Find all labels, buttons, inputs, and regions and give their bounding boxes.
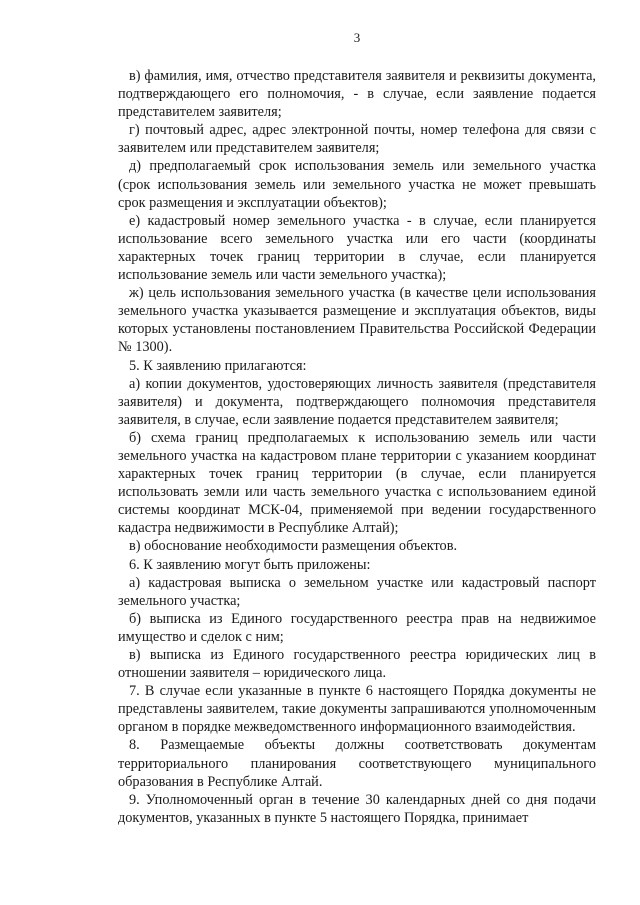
paragraph-5b: б) схема границ предполагаемых к использованию земель или части земельного участка на кадастровом плане территории с указанием координат характерных точек границ территории (в случае, если планируется использовать земли или часть земельного участка с использованием единой системы координат МСК-04, применяемой при ведении государственного кадастра недвижимости в Республике Алтай); xyxy=(118,429,596,537)
paragraph-3v: в) фамилия, имя, отчество представителя заявителя и реквизиты документа, подтверждающего его полномочия, - в случае, если заявление подается представителем заявителя; xyxy=(118,68,596,121)
section-5-heading: 5. К заявлению прилагаются: xyxy=(129,357,307,374)
section-9: 9. Уполномоченный орган в течение 30 календарных дней со дня подачи документов, указанных в пункте 5 настоящего Порядка, принимает xyxy=(118,791,596,826)
paragraph-6v: в) выписка из Единого государственного реестра юридических лиц в отношении заявителя – юридического лица. xyxy=(118,647,596,682)
paragraph-6b: б) выписка из Единого государственного реестра прав на недвижимое имущество и сделок с ним; xyxy=(118,610,596,645)
paragraph-5a: а) копии документов, удостоверяющих личность заявителя (представителя заявителя) и документа, подтверждающего полномочия представителя заявителя, в случае, если заявление подается представителем заявителя; xyxy=(118,375,596,428)
paragraph-5v: в) обоснование необходимости размещения объектов. xyxy=(129,538,458,555)
section-7: 7. В случае если указанные в пункте 6 настоящего Порядка документы не представлены заявителем, такие документы запрашиваются уполномоченным органом в порядке межведомственного информационного взаимодействия. xyxy=(118,683,596,736)
document-page xyxy=(118,30,596,827)
section-8: 8. Размещаемые объекты должны соответствовать документам территориального планирования соответствующего муниципального образования в Республике Алтай. xyxy=(118,737,596,790)
paragraph-3zh: ж) цель использования земельного участка (в качестве цели использования земельного участка указывается размещение и эксплуатация объектов, виды которых установлены постановлением Правительства Российской Федерации № 1300). xyxy=(118,285,596,356)
paragraph-3g: г) почтовый адрес, адрес электронной почты, номер телефона для связи с заявителем или представителем заявителя; xyxy=(118,122,596,157)
paragraph-3d: д) предполагаемый срок использования земель или земельного участка (срок использования земель или земельного участка не может превышать срок размещения и эксплуатации объектов); xyxy=(118,158,596,211)
paragraph-3e: е) кадастровый номер земельного участка - в случае, если планируется использование всего земельного участка или его части (координаты характерных точек границ территории в случае, если планируется использование земель или части земельного участка); xyxy=(118,212,596,284)
page-number: 3 xyxy=(353,30,361,45)
section-6-heading: 6. К заявлению могут быть приложены: xyxy=(129,556,371,573)
paragraph-6a: а) кадастровая выписка о земельном участке или кадастровый паспорт земельного участка; xyxy=(118,574,596,609)
